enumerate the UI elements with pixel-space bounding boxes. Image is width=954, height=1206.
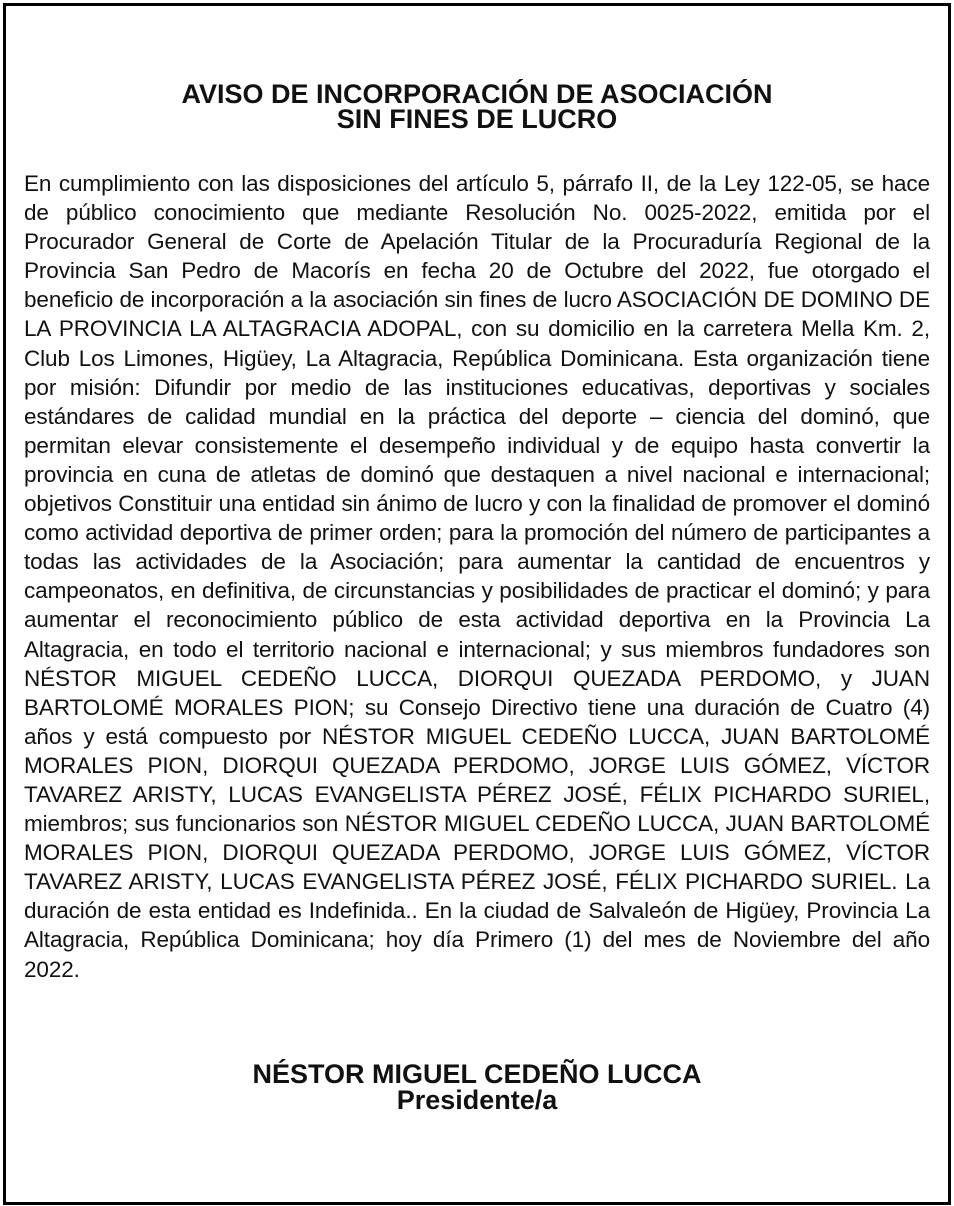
notice-title-line-2: SIN FINES DE LUCRO — [336, 104, 618, 134]
notice-title — [6, 79, 948, 134]
notice-body: En cumplimiento con las disposiciones del artículo 5, párrafo II, de la Ley 122-05, se hace de público conocimiento que mediante Resolución No. 0025-2022, emitida por el Procurador General de Corte de Apelación Titular de la Procuraduría Regional de la Provincia San Pedro de Macorís en fecha 20 de Octubre del 2022, fue otorgado el beneficio de incorporación a la asociación sin fines de lucro ASOCIACIÓN DE DOMINO DE LA PROVINCIA LA ALTAGRACIA ADOPAL, con su domicilio en la carretera Mella Km. 2, Club Los Limones, Higüey, La Altagracia, República Dominicana. Esta organización tiene por misión: Difundir por medio de las instituciones educativas, deportivas y sociales estándares de calidad mundial en la práctica del deporte – ciencia del dominó, que permitan elevar consistemente el desempeño individual y de equipo hasta convertir la provincia en cuna de atletas de dominó que destaquen a nivel nacional e internacional; objetivos Constituir una entidad sin ánimo de lucro y con la finalidad de promover el dominó como actividad deportiva de primer orden; para la promoción del número de participantes a todas las actividades de la Asociación; para aumentar la cantidad de encuentros y campeonatos, en definitiva, de circunstancias y posibilidades de practicar el dominó; y para aumentar el reconocimiento público de esta actividad deportiva en la Provincia La Altagracia, en todo el territorio nacional e internacional; y sus miembros fundadores son NÉSTOR MIGUEL CEDEÑO LUCCA, DIORQUI QUEZADA PERDOMO, y JUAN BARTOLOMÉ MORALES PION; su Consejo Directivo tiene una duración de Cuatro (4) años y está compuesto por NÉSTOR MIGUEL CEDEÑO LUCCA, JUAN BARTOLOMÉ MORALES PION, DIORQUI QUEZADA PERDOMO, JORGE LUIS GÓMEZ, VÍCTOR TAVAREZ ARISTY, LUCAS EVANGELISTA PÉREZ JOSÉ, FÉLIX PICHARDO SURIEL, miembros; sus funcionarios son NÉSTOR MIGUEL CEDEÑO LUCCA, JUAN BARTOLOMÉ MORALES PION, DIORQUI QUEZADA PERDOMO, JORGE LUIS GÓMEZ, VÍCTOR TAVAREZ ARISTY, LUCAS EVANGELISTA PÉREZ JOSÉ, FÉLIX PICHARDO SURIEL. La duración de esta entidad es Indefinida.. En la ciudad de Salvaleón de Higüey, Provincia La Altagracia, República Dominicana; hoy día Primero (1) del mes de Noviembre del año 2022. — [24, 171, 930, 982]
notice-frame — [3, 3, 951, 1205]
signature-block — [6, 1061, 948, 1113]
signatory-role: Presidente/a — [396, 1085, 558, 1115]
signatory-name: NÉSTOR MIGUEL CEDEÑO LUCCA — [252, 1059, 702, 1089]
notice-title-line-1: AVISO DE INCORPORACIÓN DE ASOCIACIÓN — [181, 79, 773, 109]
